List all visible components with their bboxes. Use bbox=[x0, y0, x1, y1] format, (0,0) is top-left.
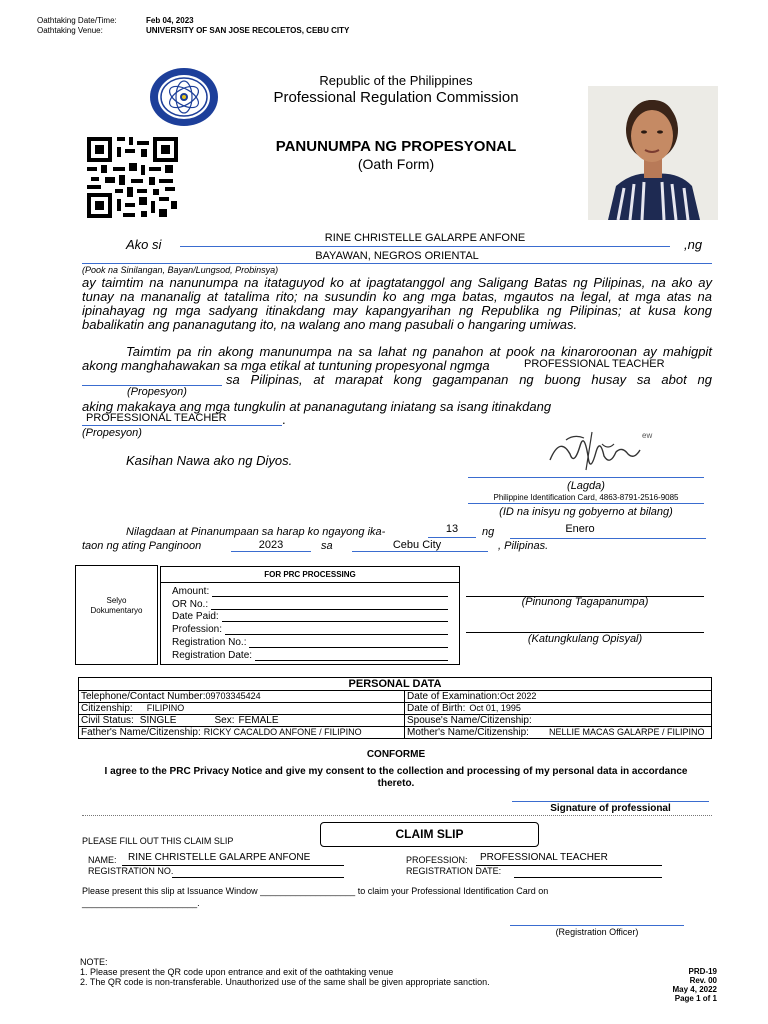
father-value: RICKY CACALDO ANFONE / FILIPINO bbox=[203, 727, 362, 737]
dob-label: Date of Birth: bbox=[407, 703, 466, 714]
oathtaking-date-label: Oathtaking Date/Time: bbox=[37, 16, 117, 25]
signature-professional-label: Signature of professional bbox=[550, 803, 671, 814]
sex-value: FEMALE bbox=[238, 715, 279, 726]
form-page: Page 1 of 1 bbox=[674, 994, 717, 1003]
signature-professional-line bbox=[512, 801, 709, 802]
prc-field-label: OR No.: bbox=[172, 598, 209, 610]
claim-profession-line bbox=[476, 865, 662, 866]
note-line-1: 1. Please present the QR code upon entrance and exit of the oathtaking venue bbox=[80, 967, 394, 977]
prc-field-line[interactable] bbox=[212, 588, 448, 597]
sworn-city-value: Cebu City bbox=[392, 539, 442, 551]
prc-field-line[interactable] bbox=[211, 601, 448, 610]
prc-field-line[interactable] bbox=[222, 613, 448, 622]
citizenship-cell bbox=[79, 703, 405, 715]
claim-profession-label: PROFESSION: bbox=[406, 855, 468, 865]
father-label: Father's Name/Citizenship: bbox=[81, 727, 201, 738]
citizenship-value: FILIPINO bbox=[146, 703, 185, 713]
claim-instruction: PLEASE FILL OUT THIS CLAIM SLIP bbox=[82, 836, 234, 846]
sa-label: sa bbox=[321, 540, 333, 552]
telephone-value: 09703345424 bbox=[205, 691, 261, 701]
claim-reg-no-label: REGISTRATION NO. bbox=[88, 866, 174, 876]
claim-slip-title: CLAIM SLIP bbox=[320, 822, 539, 847]
personal-data-title: PERSONAL DATA bbox=[79, 678, 712, 691]
prc-field-row bbox=[172, 610, 448, 623]
signature-underline bbox=[468, 477, 704, 478]
registration-officer-label: (Registration Officer) bbox=[555, 927, 639, 937]
prc-processing-title: FOR PRC PROCESSING bbox=[264, 570, 356, 579]
lagda-label: (Lagda) bbox=[567, 480, 605, 492]
taon-text: taon ng ating Panginoon bbox=[82, 540, 202, 552]
prc-field-row bbox=[172, 648, 448, 661]
sworn-ng-label: ng bbox=[482, 526, 495, 538]
conforme-text: I agree to the PRC Privacy Notice and give my consent to the collection and processing of my personal data in accordance thereto. bbox=[104, 766, 688, 789]
period-mark: . bbox=[282, 412, 286, 427]
personal-data-table bbox=[78, 677, 712, 739]
sworn-day-value: 13 bbox=[445, 523, 459, 535]
mother-cell bbox=[405, 727, 712, 739]
form-date: May 4, 2022 bbox=[672, 985, 717, 994]
profession-value-1: PROFESSIONAL TEACHER bbox=[524, 358, 665, 370]
oath-paragraph-2-line-1: Taimtim pa rin akong manunumpa na sa lahat ng panahon at pook na kinaroroonan ay mahigpit bbox=[126, 344, 712, 359]
prc-field-line[interactable] bbox=[255, 652, 448, 661]
civil-status-cell bbox=[79, 715, 405, 727]
note-title: NOTE: bbox=[80, 957, 108, 967]
spouse-cell bbox=[405, 715, 712, 727]
prc-fields bbox=[172, 584, 448, 661]
propesyon-hint-1: (Propesyon) bbox=[127, 386, 187, 398]
day-underline bbox=[428, 537, 476, 538]
claim-reg-date-line bbox=[514, 877, 662, 878]
id-hint: (ID na inisyu ng gobyerno at bilang) bbox=[499, 506, 673, 518]
form-code: PRD-19 bbox=[688, 967, 717, 976]
prc-field-label: Registration Date: bbox=[172, 649, 253, 661]
prc-field-line[interactable] bbox=[249, 639, 448, 648]
commission-name: Professional Regulation Commission bbox=[273, 89, 519, 106]
propesyon-hint-2: (Propesyon) bbox=[82, 427, 142, 439]
mother-value: NELLIE MACAS GALARPE / FILIPINO bbox=[548, 727, 705, 737]
citizenship-label: Citizenship: bbox=[81, 703, 133, 714]
conforme-title: CONFORME bbox=[366, 749, 426, 760]
selyo-label: Selyo Dokumentaryo bbox=[90, 596, 143, 615]
form-revision: Rev. 00 bbox=[689, 976, 717, 985]
birthplace-value: BAYAWAN, NEGROS ORIENTAL bbox=[315, 250, 479, 262]
kasihan-text: Kasihan Nawa ako ng Diyos. bbox=[126, 453, 293, 468]
month-underline bbox=[510, 538, 706, 539]
sworn-year-value: 2023 bbox=[258, 539, 284, 551]
handwritten-signature bbox=[540, 426, 660, 480]
note-line-2: 2. The QR code is non-transferable. Unauthorized use of the same shall be given appropriate sanction. bbox=[80, 977, 490, 987]
profile-photo bbox=[588, 86, 718, 220]
mother-label: Mother's Name/Citizenship: bbox=[407, 727, 529, 738]
sex-label: Sex: bbox=[214, 715, 235, 726]
ako-si-label: Ako si bbox=[126, 237, 162, 252]
name-underline bbox=[180, 246, 670, 247]
oathtaking-venue-value: UNIVERSITY OF SAN JOSE RECOLETOS, CEBU CITY bbox=[146, 26, 350, 35]
civil-status-value: SINGLE bbox=[139, 715, 177, 726]
pilipinas-text: , Pilipinas. bbox=[498, 540, 549, 552]
oath-paragraph-2-line-2: akong manghahawakan sa mga etikal at tuntuning propesyonal ngmga bbox=[82, 358, 490, 373]
sworn-month-value: Enero bbox=[565, 523, 595, 535]
birthplace-underline bbox=[82, 263, 712, 264]
dob-value: Oct 01, 1995 bbox=[469, 703, 521, 713]
spouse-label: Spouse's Name/Citizenship: bbox=[407, 715, 532, 726]
claim-reg-no-line bbox=[172, 877, 344, 878]
telephone-cell bbox=[79, 691, 405, 703]
form-subtitle: (Oath Form) bbox=[357, 156, 435, 172]
prc-field-line[interactable] bbox=[225, 626, 448, 635]
prc-field-label: Profession: bbox=[172, 624, 223, 636]
claim-present-date: _______________________. bbox=[82, 898, 200, 908]
father-cell bbox=[79, 727, 405, 739]
prc-title-divider bbox=[161, 582, 459, 583]
oath-paragraph-1: ay taimtim na nanunumpa na itataguyod ko at ipagtatanggol ang Saligang Batas ng Pilipinas, na ako ay tunay na mananalig at tatalima rito; na susundin ko ang mga batas, mgautos na legal, at mga atas na ipinahayag ng mga sadyang itinakdang may kapangyarihan ng Republika ng Pilipinas; at kusa kong babalikatin ang pananagutang ito, na walang ano mang pasubali o hangaring umiwas. bbox=[82, 275, 712, 332]
oathtaking-date-value: Feb 04, 2023 bbox=[146, 16, 194, 25]
profession-value-2: PROFESSIONAL TEACHER bbox=[86, 412, 227, 424]
form-title: PANUNUMPA NG PROPESYONAL bbox=[275, 138, 517, 155]
birthplace-hint: (Pook na Sinilangan, Bayan/Lungsod, Probinsya) bbox=[82, 265, 279, 275]
claim-profession-value: PROFESSIONAL TEACHER bbox=[480, 852, 608, 863]
oath-name-value: RINE CHRISTELLE GALARPE ANFONE bbox=[324, 232, 526, 244]
cut-line bbox=[82, 815, 712, 816]
selyo-box bbox=[75, 565, 158, 665]
registration-officer-line bbox=[510, 925, 684, 926]
civil-status-label: Civil Status: bbox=[81, 715, 134, 726]
pinunong-label: (Pinunong Tagapanumpa) bbox=[521, 596, 649, 608]
exam-date-cell bbox=[405, 691, 712, 703]
prc-field-label: Date Paid: bbox=[172, 611, 219, 623]
oath-paragraph-2-line-3: sa Pilipinas, at marapat kong gagampanan ng buong husay sa abot ng bbox=[226, 372, 712, 387]
prc-field-row bbox=[172, 584, 448, 597]
telephone-label: Telephone/Contact Number: bbox=[81, 691, 206, 702]
claim-present-text: Please present this slip at Issuance Window ___________________ to claim your Professional Identification Card on bbox=[82, 886, 549, 896]
katungkulang-label: (Katungkulang Opisyal) bbox=[527, 633, 643, 645]
id-number-value: Philippine Identification Card, 4863-8791-2516-9085 bbox=[493, 493, 679, 502]
sworn-text: Nilagdaan at Pinanumpaan sa harap ko ngayong ika- bbox=[126, 526, 386, 538]
profession-underline-2 bbox=[82, 425, 282, 426]
republic-text: Republic of the Philippines bbox=[319, 73, 473, 88]
prc-field-row bbox=[172, 597, 448, 610]
svg-text:ew: ew bbox=[642, 431, 653, 440]
oath-paragraph-2-line-4: aking makakaya ang mga tungkulin at pananagutang iniatang sa isang itinakdang bbox=[82, 399, 552, 414]
exam-date-label: Date of Examination: bbox=[407, 691, 500, 702]
claim-reg-date-label: REGISTRATION DATE: bbox=[406, 866, 502, 876]
prc-field-label: Amount: bbox=[172, 585, 210, 597]
exam-date-value: Oct 2022 bbox=[499, 691, 537, 701]
city-underline bbox=[352, 551, 488, 552]
claim-name-value: RINE CHRISTELLE GALARPE ANFONE bbox=[128, 852, 311, 863]
prc-field-row bbox=[172, 622, 448, 635]
prc-field-label: Registration No.: bbox=[172, 636, 247, 648]
ng-label: ,ng bbox=[684, 237, 703, 252]
prc-field-row bbox=[172, 635, 448, 648]
year-underline bbox=[231, 551, 311, 552]
claim-name-label: NAME: bbox=[88, 855, 117, 865]
dob-cell bbox=[405, 703, 712, 715]
id-underline bbox=[468, 503, 704, 504]
prc-processing-box bbox=[160, 566, 460, 665]
oathtaking-venue-label: Oathtaking Venue: bbox=[37, 26, 103, 35]
